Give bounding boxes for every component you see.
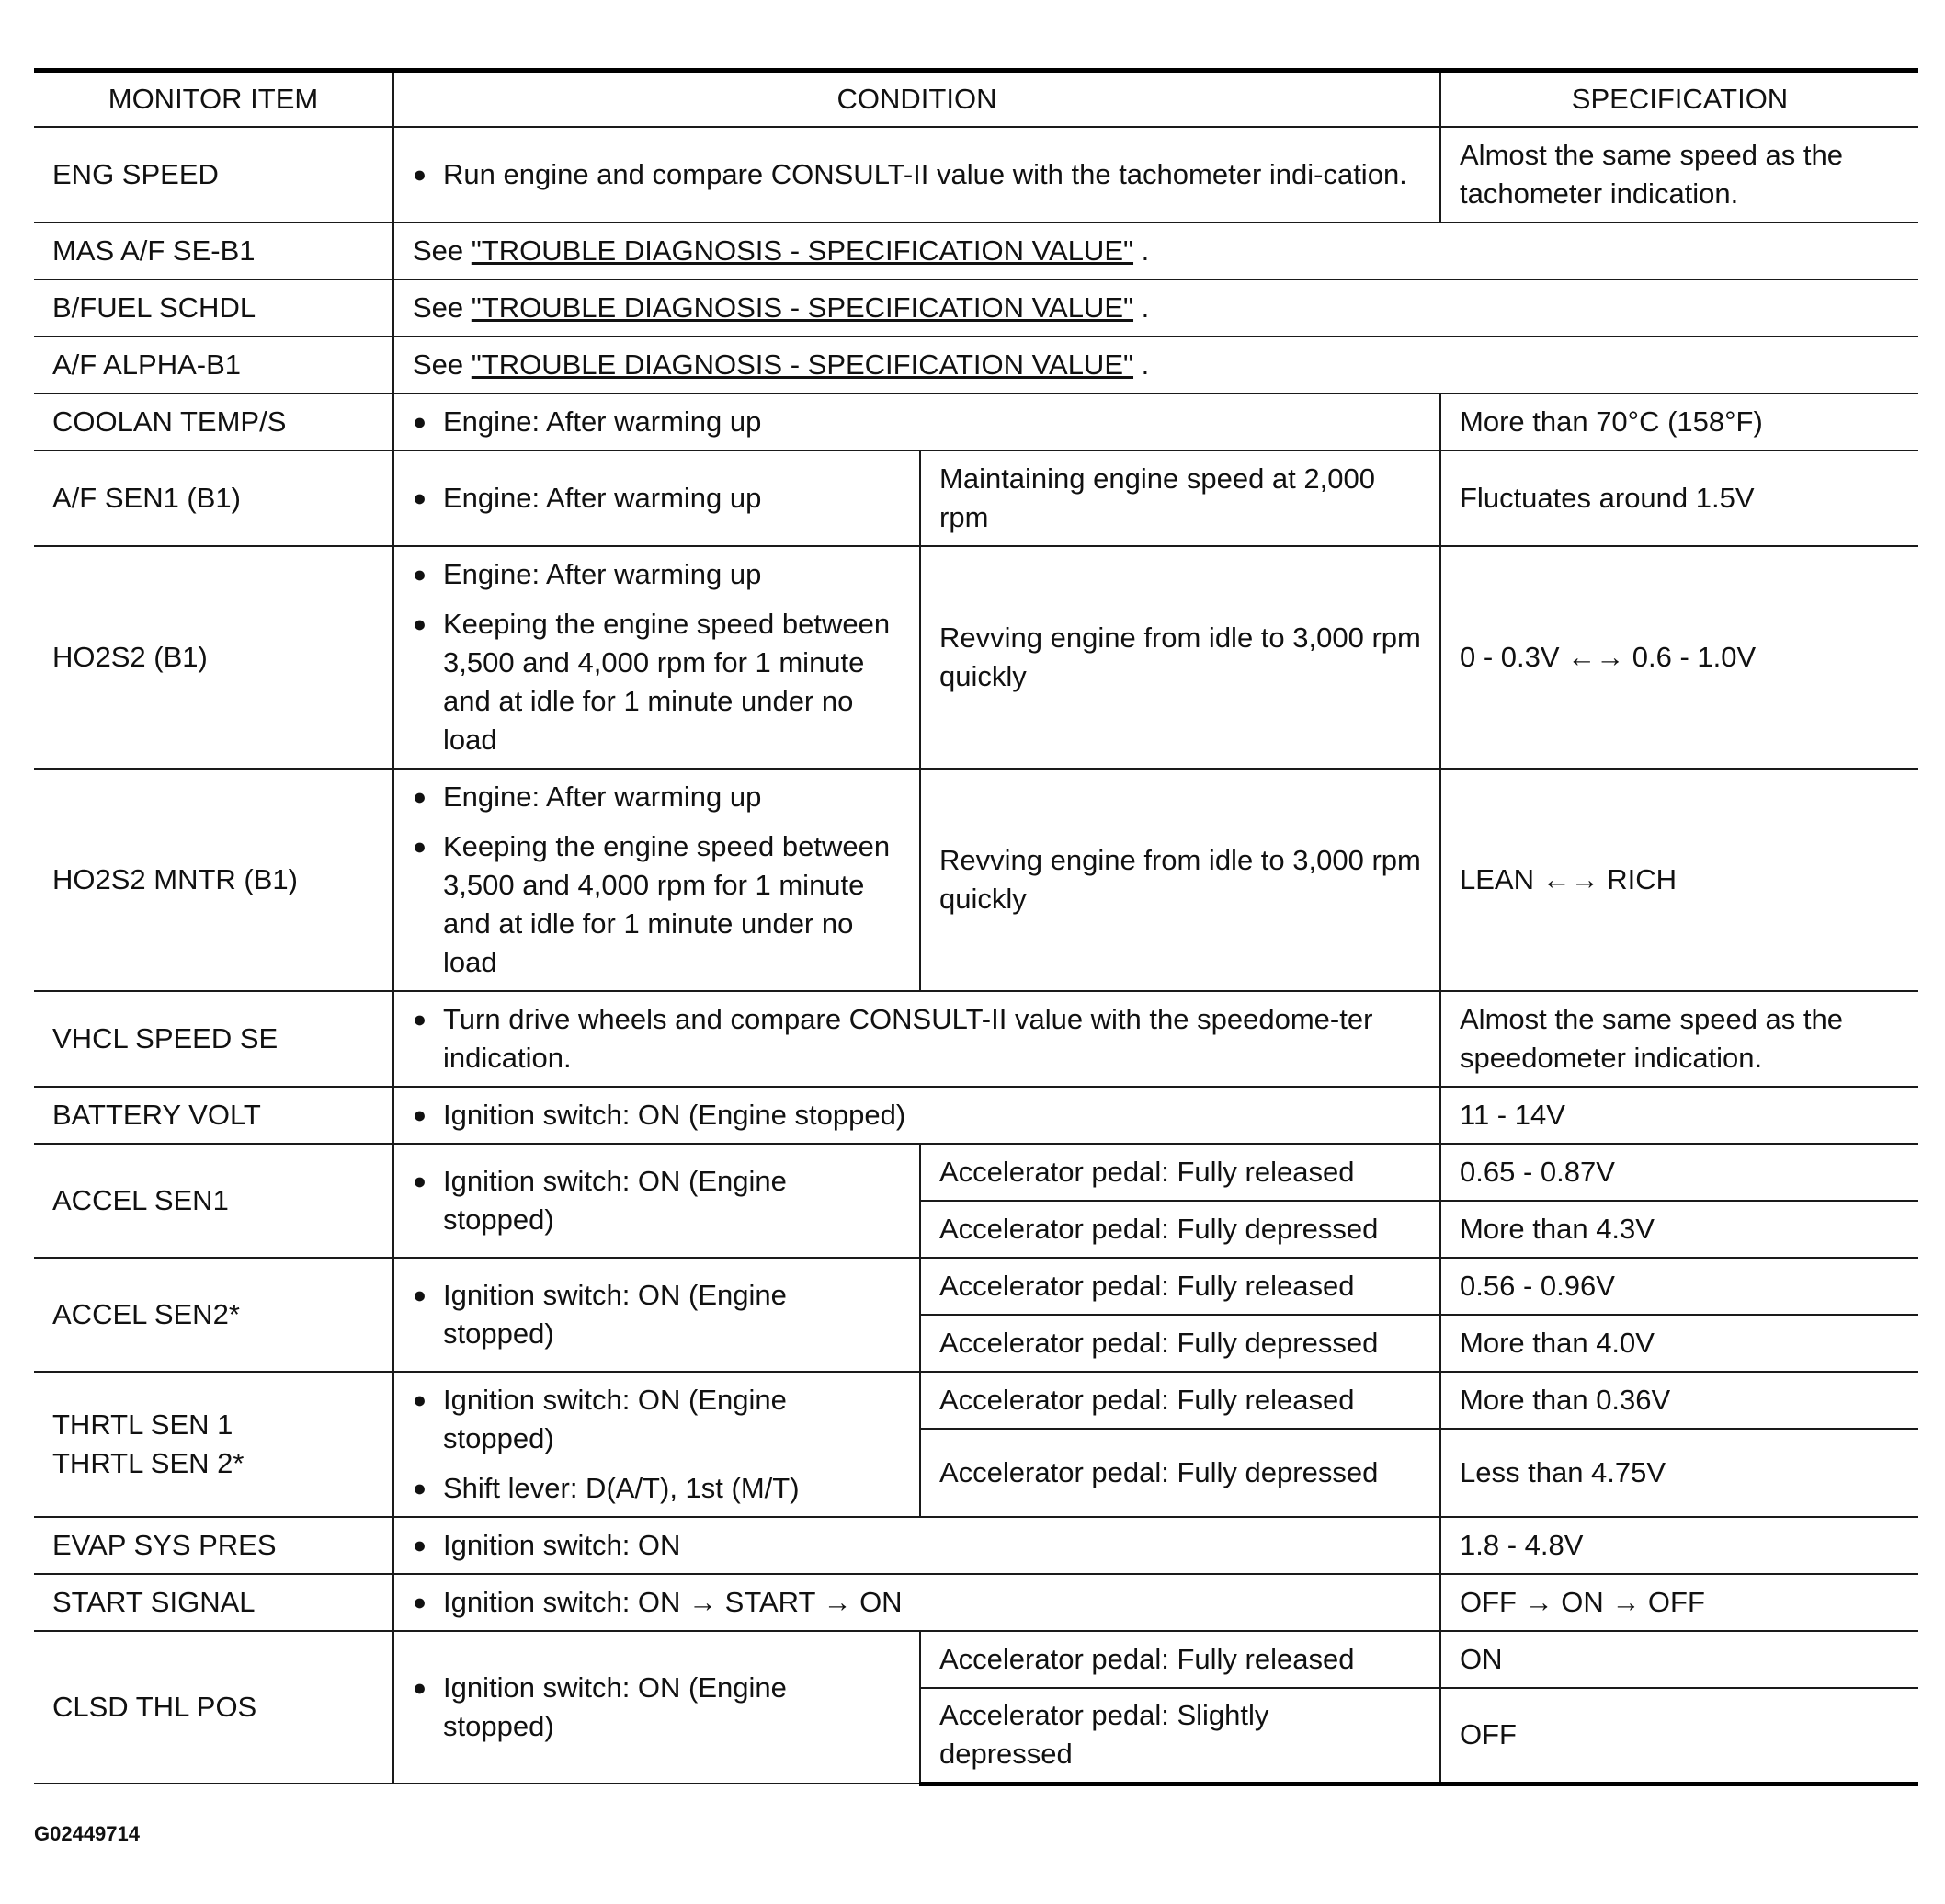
condition-bullet: ● Shift lever: D(A/T), 1st (M/T): [413, 1469, 901, 1508]
monitor-item: BATTERY VOLT: [34, 1087, 393, 1144]
table-row: [34, 991, 1918, 1087]
spec-cell: OFF → ON → OFF: [1440, 1574, 1918, 1631]
see-suffix: .: [1141, 291, 1150, 324]
header-monitor-item: MONITOR ITEM: [34, 71, 393, 128]
spec-cell: More than 4.3V: [1440, 1201, 1918, 1258]
subcondition-cell: Accelerator pedal: Fully released: [920, 1258, 1440, 1315]
condition-cell: [393, 1631, 920, 1784]
figure-code: G02449714: [34, 1822, 140, 1845]
spec-cell: Less than 4.75V: [1440, 1429, 1918, 1517]
subcondition-cell: Accelerator pedal: Fully depressed: [920, 1315, 1440, 1372]
monitor-item: ACCEL SEN2*: [34, 1258, 393, 1372]
header-condition: CONDITION: [393, 71, 1440, 128]
subcondition-cell: Accelerator pedal: Fully depressed: [920, 1201, 1440, 1258]
table-row: [34, 336, 1918, 393]
spec-table-container: [34, 68, 1918, 1786]
monitor-item: CLSD THL POS: [34, 1631, 393, 1784]
condition-bullet: ● Ignition switch: ON (Engine stopped): [413, 1381, 901, 1458]
condition-bullet: ● Ignition switch: ON (Engine stopped): [413, 1276, 901, 1353]
spec-cell: LEAN ←→ RICH: [1440, 769, 1918, 991]
monitor-item: B/FUEL SCHDL: [34, 279, 393, 336]
see-prefix: See: [413, 234, 464, 267]
condition-bullet: ● Ignition switch: ON (Engine stopped): [413, 1096, 1421, 1134]
see-reference-cell: [393, 222, 1918, 279]
see-suffix: .: [1141, 348, 1150, 381]
table-row: [34, 127, 1918, 222]
condition-bullet: ● Run engine and compare CONSULT-II value with the tachometer indi-cation.: [413, 155, 1421, 194]
table-row: [34, 222, 1918, 279]
spec-cell: More than 4.0V: [1440, 1315, 1918, 1372]
subcondition-cell: Revving engine from idle to 3,000 rpm quickly: [920, 546, 1440, 769]
subcondition-cell: Accelerator pedal: Fully released: [920, 1372, 1440, 1429]
table-row: [34, 393, 1918, 450]
spec-cell: Fluctuates around 1.5V: [1440, 450, 1918, 546]
table-row: [34, 769, 1918, 991]
table-row: [34, 1517, 1918, 1574]
condition-cell: [393, 127, 1440, 222]
condition-cell: [393, 1517, 1440, 1574]
spec-value-link[interactable]: "TROUBLE DIAGNOSIS - SPECIFICATION VALUE": [471, 291, 1134, 324]
monitor-item: THRTL SEN 1 THRTL SEN 2*: [34, 1372, 393, 1517]
see-reference-cell: [393, 336, 1918, 393]
monitor-item: START SIGNAL: [34, 1574, 393, 1631]
table-row: [34, 1372, 1918, 1429]
table-row: [34, 1574, 1918, 1631]
condition-cell: [393, 393, 1440, 450]
monitor-item: HO2S2 (B1): [34, 546, 393, 769]
spec-value-link[interactable]: "TROUBLE DIAGNOSIS - SPECIFICATION VALUE": [471, 348, 1134, 381]
subcondition-cell: Accelerator pedal: Fully depressed: [920, 1429, 1440, 1517]
spec-cell: More than 0.36V: [1440, 1372, 1918, 1429]
monitor-item: ACCEL SEN1: [34, 1144, 393, 1258]
condition-cell: [393, 1574, 1440, 1631]
table-row: [34, 1144, 1918, 1201]
monitor-spec-table: [34, 68, 1918, 1786]
spec-cell: 1.8 - 4.8V: [1440, 1517, 1918, 1574]
condition-cell: [393, 991, 1440, 1087]
spec-cell: 11 - 14V: [1440, 1087, 1918, 1144]
spec-cell: 0 - 0.3V ←→ 0.6 - 1.0V: [1440, 546, 1918, 769]
spec-cell: More than 70°C (158°F): [1440, 393, 1918, 450]
condition-bullet: ● Engine: After warming up: [413, 555, 901, 594]
spec-cell: 0.65 - 0.87V: [1440, 1144, 1918, 1201]
condition-bullet: ● Engine: After warming up: [413, 778, 901, 816]
monitor-item: ENG SPEED: [34, 127, 393, 222]
subcondition-cell: Accelerator pedal: Fully released: [920, 1631, 1440, 1688]
condition-cell: [393, 1144, 920, 1258]
see-suffix: .: [1141, 234, 1150, 267]
condition-bullet: ● Engine: After warming up: [413, 479, 901, 518]
condition-bullet: ● Ignition switch: ON: [413, 1526, 1421, 1565]
condition-cell: [393, 546, 920, 769]
header-row: [34, 71, 1918, 128]
condition-cell: [393, 1258, 920, 1372]
condition-cell: [393, 769, 920, 991]
subcondition-cell: Revving engine from idle to 3,000 rpm quickly: [920, 769, 1440, 991]
table-row: [34, 1258, 1918, 1315]
condition-bullet: ● Ignition switch: ON (Engine stopped): [413, 1162, 901, 1239]
condition-bullet: ● Turn drive wheels and compare CONSULT-II value with the speedome-ter indication.: [413, 1000, 1421, 1077]
condition-cell: [393, 1087, 1440, 1144]
monitor-item: A/F SEN1 (B1): [34, 450, 393, 546]
header-specification: SPECIFICATION: [1440, 71, 1918, 128]
spec-cell: Almost the same speed as the speedometer indication.: [1440, 991, 1918, 1087]
spec-cell: Almost the same speed as the tachometer indication.: [1440, 127, 1918, 222]
table-row: [34, 1631, 1918, 1688]
see-reference-cell: [393, 279, 1918, 336]
see-prefix: See: [413, 291, 464, 324]
table-row: [34, 279, 1918, 336]
table-row: [34, 1087, 1918, 1144]
table-row: [34, 450, 1918, 546]
monitor-item: MAS A/F SE-B1: [34, 222, 393, 279]
condition-cell: [393, 1372, 920, 1517]
spec-cell: ON: [1440, 1631, 1918, 1688]
monitor-item: VHCL SPEED SE: [34, 991, 393, 1087]
condition-bullet: ● Ignition switch: ON (Engine stopped): [413, 1669, 901, 1746]
subcondition-cell: Maintaining engine speed at 2,000 rpm: [920, 450, 1440, 546]
table-row: [34, 546, 1918, 769]
monitor-item: HO2S2 MNTR (B1): [34, 769, 393, 991]
condition-bullet: ● Engine: After warming up: [413, 403, 1421, 441]
monitor-item: COOLAN TEMP/S: [34, 393, 393, 450]
condition-bullet: ● Keeping the engine speed between 3,500 and 4,000 rpm for 1 minute and at idle for 1 minute under no load: [413, 605, 901, 759]
see-prefix: See: [413, 348, 464, 381]
subcondition-cell: Accelerator pedal: Fully released: [920, 1144, 1440, 1201]
condition-bullet: ● Keeping the engine speed between 3,500 and 4,000 rpm for 1 minute and at idle for 1 minute under no load: [413, 827, 901, 982]
monitor-item: EVAP SYS PRES: [34, 1517, 393, 1574]
condition-bullet: ● Ignition switch: ON → START → ON: [413, 1583, 1421, 1622]
condition-cell: [393, 450, 920, 546]
monitor-item: A/F ALPHA-B1: [34, 336, 393, 393]
spec-value-link[interactable]: "TROUBLE DIAGNOSIS - SPECIFICATION VALUE": [471, 234, 1134, 267]
spec-cell: OFF: [1440, 1688, 1918, 1784]
subcondition-cell: Accelerator pedal: Slightly depressed: [920, 1688, 1440, 1784]
spec-cell: 0.56 - 0.96V: [1440, 1258, 1918, 1315]
